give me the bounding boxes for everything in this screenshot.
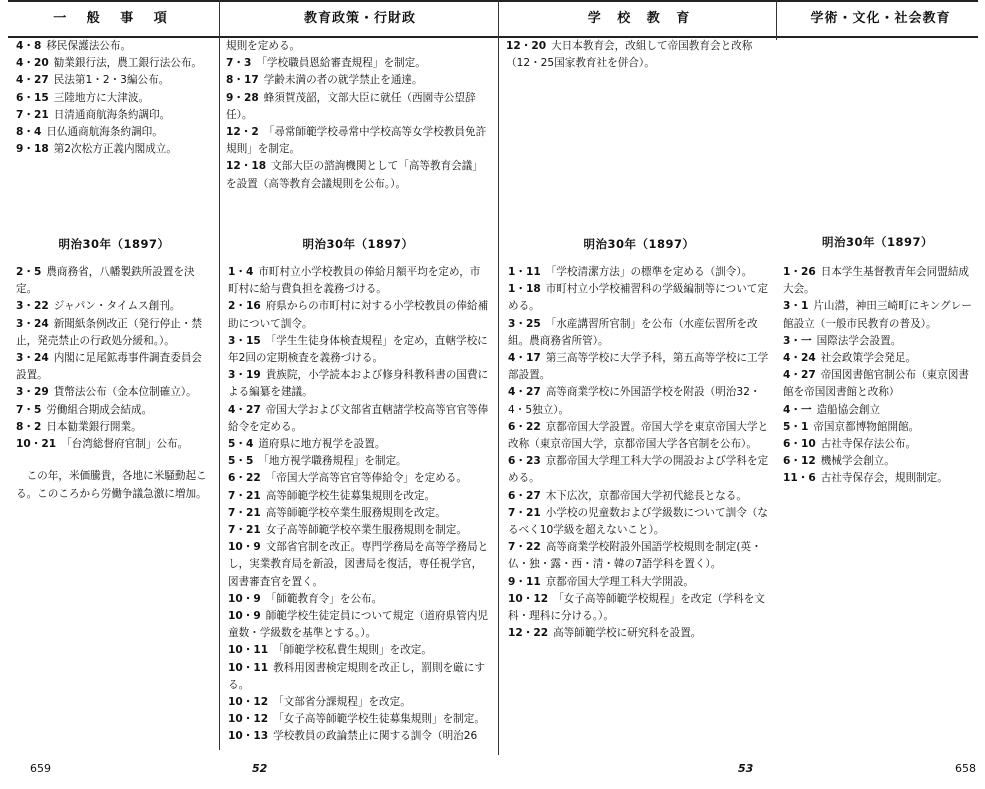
chronology-entry: [783, 419, 975, 436]
chronology-entry: [508, 316, 774, 350]
chronology-entry: [228, 694, 490, 711]
entry-date: 1・26: [783, 266, 816, 278]
entry-date: 3・25: [508, 317, 541, 330]
entry-text: 「女子高等師範学校生徒募集規則」を制定。: [273, 713, 485, 726]
header-school: 学 校 教 育: [587, 11, 696, 26]
column-header-row: [8, 0, 978, 38]
entry-text: 文部省官制を改正。専門学務局を高等学務局とし，実業教育局を新設，図書局を復活，専任視学官，図書審査官を置く。: [228, 541, 489, 588]
entry-text: 古社寺保存会，規則制定。: [820, 472, 948, 485]
chronology-entry: [16, 402, 212, 419]
entry-date: 10・12: [228, 713, 269, 726]
entry-text: 高等師範学校に研究科を設置。: [553, 627, 702, 640]
year-label: 明治30年（1897）: [302, 237, 414, 251]
entry-text: 教科用図書検定規則を改正し，罰則を厳にする。: [228, 661, 485, 691]
prev-general-list: [16, 38, 212, 158]
entry-text: 「帝国大学高等官官等俸給令」を定める。: [265, 472, 467, 485]
entry-date: 10・13: [228, 730, 269, 743]
chronology-entry: [228, 505, 490, 522]
entry-text: 「師範学校私費生規則」を改定。: [273, 644, 432, 657]
entry-date: 12・20: [506, 40, 547, 52]
chronology-entry: [16, 264, 212, 298]
chronology-entry: [226, 55, 490, 72]
entry-date: 7・21: [228, 489, 261, 502]
entry-date: 10・9: [228, 592, 261, 605]
entry-text: 造船協会創立: [816, 403, 881, 416]
entry-text: 京都帝国大学理工科大学開設。: [545, 575, 695, 588]
chronology-entry: [508, 281, 774, 315]
chronology-entry: [508, 419, 774, 453]
chronology-entry: [16, 55, 212, 72]
entry-text: ジャパン・タイムス創刊。: [53, 300, 181, 313]
entry-date: 10・9: [228, 610, 261, 623]
spine-divider: [498, 0, 499, 755]
chronology-entry: [508, 574, 774, 591]
chronology-entry: [16, 107, 212, 124]
entry-date: 9・18: [16, 143, 49, 156]
entry-text: 高等師範学校卒業生服務規則を改定。: [265, 506, 446, 519]
page-number-left: 659: [30, 762, 51, 775]
column-divider: [219, 0, 220, 750]
entry-text: 木下広次，京都帝国大学初代総長となる。: [545, 489, 747, 502]
entry-text: 小学校の児童数および学級数について訓令（なるべく10学級を超えないこと）。: [508, 506, 768, 537]
chronology-entry: [783, 350, 975, 367]
entry-text: 文部大臣の諮詢機関として「高等教育会議」を設置（高等教育会議規則を公布。）。: [226, 160, 483, 190]
entry-date: 12・22: [508, 627, 549, 640]
entry-text: 民法第1・2・3編公布。: [53, 74, 170, 87]
chronology-entry: [228, 298, 490, 332]
chronology-entry: [16, 90, 212, 107]
chronology-entry: [508, 625, 774, 642]
entry-date: 4・24: [783, 352, 816, 365]
entry-text: 片山潜，神田三崎町にキングレー館設立（一般市民教育の普及）。: [783, 300, 972, 330]
chronology-entry: [228, 453, 490, 470]
entry-date: 7・21: [228, 524, 261, 537]
chronology-entry: [16, 298, 212, 315]
chronology-entry: [226, 124, 490, 158]
page-number-inner-right: 53: [738, 762, 754, 775]
entry-text: 「女子高等師範学校規程」を改定（学科を文科・理科に分ける。）。: [508, 592, 765, 623]
entry-date: 6・22: [508, 420, 541, 433]
entry-text: 帝国京都博物館開館。: [813, 420, 920, 433]
chronology-entry: [508, 488, 774, 505]
chronology-entry: [228, 591, 490, 608]
entry-date: 7・21: [16, 108, 49, 121]
year-label: 明治30年（1897）: [821, 235, 933, 249]
chronology-entry: [16, 141, 212, 158]
entry-text: 貴族院，小学読本および修身科教科書の国費による編纂を建議。: [228, 369, 489, 399]
entry-text: 日清通商航海条約調印。: [53, 108, 171, 121]
chronology-entry: [226, 90, 490, 124]
chronology-entry: [228, 264, 490, 298]
entry-text: 第三高等学校に大学予科，第五高等学校に工学部設置。: [508, 352, 769, 382]
chronology-entry: [783, 453, 975, 470]
entry-text: 規則を定める。: [226, 40, 301, 52]
chronology-entry: [226, 72, 490, 89]
entry-date: 5・4: [228, 438, 254, 451]
entry-text: 移民保護法公布。: [46, 40, 132, 52]
entry-text: 「尋常師範学校尋常中学校高等女学校教員免許規則」を制定。: [226, 126, 487, 156]
chronology-entry: [228, 539, 490, 591]
entry-date: 5・5: [228, 455, 254, 468]
entry-date: 1・4: [228, 266, 254, 278]
entry-text: 帝国大学および文部省直轄諸学校高等官官等俸給令を定める。: [228, 403, 489, 433]
entry-text: 「地方視学職務規程」を制定。: [258, 455, 407, 468]
entry-date: 3・24: [16, 352, 49, 365]
entry-text: 第2次松方正義内閣成立。: [53, 143, 177, 156]
chronology-entry: [228, 642, 490, 659]
chronology-entry: [228, 488, 490, 505]
prev-school-list: [506, 38, 772, 72]
entry-date: 1・11: [508, 266, 541, 278]
prev-policy-list: [226, 38, 490, 193]
entry-date: 4・27: [16, 74, 49, 87]
entry-text: 貨幣法公布（金本位制確立）。: [53, 386, 197, 399]
entry-text: 日本学生基督教青年会同盟結成大会。: [783, 266, 970, 296]
chronology-entry: [228, 711, 490, 728]
chronology-entry: [508, 591, 774, 625]
entry-date: 9・28: [226, 91, 259, 104]
chronology-entry: [228, 436, 490, 453]
entry-text: 三陸地方に大津波。: [53, 91, 150, 104]
chronology-entry: [783, 402, 975, 419]
entry-text: 市町村立小学校教員の俸給月額平均を定め，市町村に給与費負担を義務づける。: [228, 266, 481, 296]
entry-date: 6・23: [508, 455, 541, 468]
chronology-entry: [783, 264, 975, 298]
entry-text: 学齢未満の者の就学禁止を通達。: [263, 74, 423, 87]
entry-date: 8・17: [226, 74, 259, 87]
entry-date: 7・5: [16, 403, 42, 416]
entry-date: 11・6: [783, 472, 816, 485]
entry-date: 9・11: [508, 575, 541, 588]
header-culture: 学術・文化・社会教育: [810, 11, 951, 26]
entry-date: 5・1: [783, 420, 809, 433]
chronology-entry: [16, 436, 212, 453]
entry-date: 6・12: [783, 455, 816, 468]
entry-text: 「台湾総督府官制」公布。: [61, 438, 189, 451]
entry-date: 3・24: [16, 317, 49, 330]
chronology-entry: [228, 402, 490, 436]
entry-text: 内閣に足尾鉱毒事件調査委員会設置。: [16, 352, 203, 382]
chronology-entry: [228, 728, 490, 745]
chronology-entry: [508, 539, 774, 573]
entry-date: 4・27: [228, 403, 261, 416]
entry-text: 機械学会創立。: [820, 455, 895, 468]
header-general: 一 般 事 項: [53, 11, 175, 26]
chronology-entry: [16, 350, 212, 384]
page-number-right: 658: [955, 762, 976, 775]
entry-text: 府県からの市町村に対する小学校教員の俸給補助について訓令。: [228, 300, 489, 330]
chronology-entry: [508, 350, 774, 384]
entry-text: 古社寺保存法公布。: [820, 438, 917, 451]
chronology-entry: [228, 660, 490, 694]
policy-list: [228, 264, 490, 746]
entry-date: 4・20: [16, 57, 49, 70]
chronology-entry: [508, 453, 774, 487]
entry-date: 10・12: [228, 696, 269, 709]
entry-date: 3・15: [228, 334, 261, 347]
culture-list: [783, 264, 975, 488]
entry-date: 6・10: [783, 438, 816, 451]
entry-text: 市町村立小学校補習科の学級編制等について定める。: [508, 283, 768, 313]
page-number-inner-left: 52: [252, 762, 268, 775]
entry-date: 7・3: [226, 57, 252, 70]
chronology-entry: [228, 470, 490, 487]
chronology-entry: [783, 333, 975, 350]
entry-text: 高等商業学校附設外国語学校規則を制定(英・仏・独・露・西・清・韓の7語学科を置く）。: [508, 541, 762, 571]
entry-text: 蜂須賀茂韶，文部大臣に就任（西園寺公望辞任）。: [226, 91, 476, 121]
entry-date: 8・2: [16, 420, 42, 433]
entry-date: 7・21: [508, 506, 541, 519]
entry-date: 4・一: [783, 403, 812, 416]
year-label: 明治30年（1897）: [58, 237, 170, 251]
header-policy: 教育政策・行財政: [303, 11, 416, 26]
entry-text: 日本勧業銀行開業。: [46, 420, 142, 433]
entry-date: 4・27: [783, 369, 816, 382]
entry-text: 女子高等師範学校卒業生服務規則を制定。: [265, 524, 467, 537]
entry-date: 3・19: [228, 369, 261, 382]
entry-text: 高等商業学校に外国語学校を附設（明治32・4・5独立）。: [508, 386, 761, 416]
entry-text: 勧業銀行法，農工銀行法公布。: [53, 57, 203, 70]
entry-date: 10・21: [16, 438, 57, 451]
column-divider: [776, 0, 777, 40]
entry-text: 「水産講習所官制」を公布（水産伝習所を改組。農商務省所管）。: [508, 317, 758, 347]
entry-text: 社会政策学会発足。: [820, 352, 917, 365]
chronology-entry: [228, 333, 490, 367]
entry-date: 6・15: [16, 91, 49, 104]
chronology-entry: [16, 38, 212, 55]
entry-date: 3・一: [783, 334, 812, 347]
chronology-entry: [228, 367, 490, 401]
chronology-entry: [783, 367, 975, 401]
entry-date: 6・27: [508, 489, 541, 502]
entry-text: 日仏通商航海条約調印。: [46, 126, 163, 139]
entry-date: 12・18: [226, 160, 267, 173]
chronology-entry: [16, 124, 212, 141]
entry-text: 大日本教育会，改組して帝国教育会と改称（12・25国家教育社を併合）。: [506, 40, 753, 70]
chronology-entry: [16, 384, 212, 401]
entry-date: 3・22: [16, 300, 49, 313]
entry-text: 国際法学会設置。: [816, 334, 902, 347]
entry-date: 4・17: [508, 352, 541, 365]
chronology-entry: [16, 72, 212, 89]
chronology-entry: [508, 505, 774, 539]
chronology-entry: [783, 470, 975, 487]
chronology-entry: [228, 608, 490, 642]
entry-text: 「学生生徒身体検査規程」を定め，直轄学校に年2回の定期検査を義務づける。: [228, 334, 488, 365]
entry-date: 2・16: [228, 300, 261, 313]
entry-date: 4・27: [508, 386, 541, 399]
entry-text: 「学校清潔方法」の標準を定める（訓令）。: [545, 266, 753, 278]
entry-date: 3・1: [783, 300, 809, 313]
entry-text: 「文部省分課規程」を改定。: [273, 696, 411, 709]
entry-date: 7・21: [228, 506, 261, 519]
chronology-entry: [508, 384, 774, 418]
entry-text: 労働組合期成会結成。: [46, 403, 153, 416]
entry-text: 京都帝国大学設置。帝国大学を東京帝国大学と改称（東京帝国大学，京都帝国大学各官制を公布）。: [508, 420, 769, 451]
entry-date: 10・12: [508, 592, 549, 605]
entry-date: 3・29: [16, 386, 49, 399]
chronology-entry: [506, 38, 772, 72]
year-label: 明治30年（1897）: [583, 237, 695, 251]
entry-date: 10・11: [228, 661, 269, 674]
entry-text: 「学校職員恩給審査規程」を制定。: [256, 57, 426, 70]
entry-date: 10・11: [228, 644, 269, 657]
entry-text: 新聞紙条例改正（発行停止・禁止，発売禁止の行政処分緩和。）。: [16, 317, 203, 347]
school-list: [508, 264, 774, 642]
chronology-entry: [783, 436, 975, 453]
entry-date: 1・18: [508, 283, 541, 296]
entry-text: 京都帝国大学理工科大学の開設および学科を定める。: [508, 455, 769, 485]
entry-date: 10・9: [228, 541, 261, 554]
chronology-entry: [16, 316, 212, 350]
chronology-entry: [16, 419, 212, 436]
chronology-entry: [508, 264, 774, 281]
general-note: この年，米価騰貴，各地に米騒動起こる。このころから労働争議急激に増加。: [16, 470, 207, 501]
entry-date: 2・5: [16, 266, 42, 278]
entry-text: 高等師範学校生徒募集規則を改定。: [265, 489, 436, 502]
entry-date: 7・22: [508, 541, 541, 554]
entry-date: 4・8: [16, 40, 42, 52]
general-column: [16, 264, 212, 503]
chronology-entry: [228, 522, 490, 539]
general-list: [16, 264, 212, 453]
chronology-entry: [783, 298, 975, 332]
chronology-entry: [226, 38, 490, 55]
entry-date: 8・4: [16, 126, 42, 139]
entry-date: 12・2: [226, 126, 259, 139]
entry-text: 帝国図書館官制公布（東京図書館を帝国図書館と改称）: [783, 369, 970, 399]
entry-text: 農商務省，八幡製鉄所設置を決定。: [16, 266, 195, 296]
entry-text: 「師範教育令」を公布。: [265, 592, 383, 605]
entry-date: 6・22: [228, 472, 261, 485]
entry-text: 道府県に地方視学を設置。: [258, 438, 386, 451]
entry-text: 学校教員の政論禁止に関する訓令（明治26: [273, 730, 478, 743]
entry-text: 師範学校生徒定員について規定（道府県管内児童数・学級数を基準とする。）。: [228, 610, 488, 640]
chronology-entry: [226, 158, 490, 192]
